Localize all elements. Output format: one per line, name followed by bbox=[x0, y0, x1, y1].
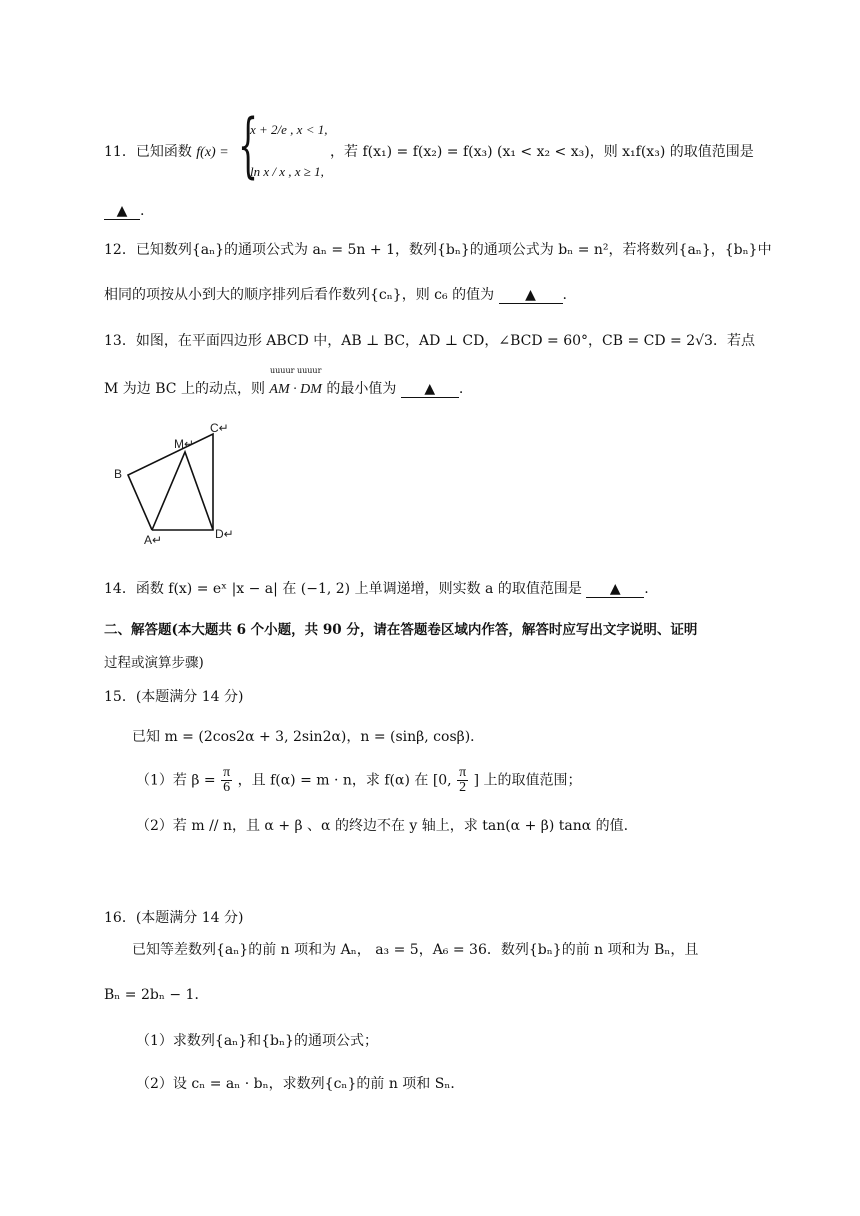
q16-part2: （2）设 cₙ = aₙ · bₙ，求数列{cₙ}的前 n 项和 Sₙ． bbox=[136, 1076, 465, 1092]
q14-line: 14．函数 f(x) = eˣ |x − a| 在 (−1, 2) 上单调递增，则实数 a 的取值范围是 ▲ . bbox=[104, 581, 649, 597]
q13-vector-expr: AM · DM bbox=[269, 382, 322, 397]
label-M: M↵ bbox=[174, 437, 195, 451]
q12-line1: 12．已知数列{aₙ}的通项公式为 aₙ = 5n + 1，数列{bₙ}的通项公式为 bₙ = n²，若将数列{aₙ}，{bₙ}中 bbox=[104, 242, 772, 258]
q11-piecewise bbox=[238, 104, 328, 194]
q11-answer: ▲ . bbox=[104, 200, 144, 222]
q11-condition: ，若 f(x₁) = f(x₂) = f(x₃) (x₁ < x₂ < x₃)，则 x₁f(x₃) 的取值范围是 bbox=[330, 144, 754, 160]
q12-line2: 相同的项按从小到大的顺序排列后看作数列{cₙ}，则 c₆ 的值为 ▲ . bbox=[104, 287, 567, 303]
fraction-pi-2: $\frac{\pi}{2}$ bbox=[459, 765, 467, 795]
q16-header: 16．(本题满分 14 分) bbox=[104, 910, 244, 926]
q15-header: 15．(本题满分 14 分) bbox=[104, 689, 244, 705]
q15-given: 已知 m = (2cos2α + 3, 2sin2α)，n = (sinβ, cosβ)． bbox=[132, 729, 485, 745]
q16-line1: 已知等差数列{aₙ}的前 n 项和为 Aₙ， a₃ = 5，A₆ = 36．数列{bₙ}的前 n 项和为 Bₙ，且 bbox=[132, 942, 699, 958]
q16-line2: Bₙ = 2bₙ − 1． bbox=[104, 987, 209, 1003]
answer-blank: ▲ bbox=[499, 287, 563, 304]
label-D: D↵ bbox=[215, 527, 234, 541]
label-B: B bbox=[114, 467, 123, 481]
q15-part2: （2）若 m // n，且 α + β 、α 的终边不在 y 轴上，求 tan(α + β) tanα 的值. bbox=[136, 818, 629, 834]
q13-quadrilateral-figure bbox=[110, 420, 250, 550]
q13-line1: 13．如图，在平面四边形 ABCD 中，AB ⊥ BC，AD ⊥ CD，∠BCD = 60°，CB = CD = 2√3．若点 bbox=[104, 333, 755, 349]
q15-part1: （1）若 β = $\frac{\pi}{6}$ ，且 f(α) = m · n，求 f(α) 在 [0, $\frac{\pi}{2}$ ] 上的取值范围； bbox=[136, 765, 582, 795]
label-C: C↵ bbox=[210, 421, 229, 435]
figure-triangle bbox=[152, 452, 213, 530]
answer-blank: ▲ bbox=[104, 203, 140, 220]
q11-fx-lhs: f(x) = bbox=[196, 145, 229, 160]
q11-case1: x + 2/e , x < 1, bbox=[250, 122, 328, 137]
section2-line2: 过程或演算步骤) bbox=[104, 655, 204, 671]
q11-prefix: 11．已知函数 f(x) = bbox=[104, 144, 229, 160]
brace-symbol: { bbox=[238, 104, 259, 186]
q13-line2: M 为边 BC 上的动点，则 AM · DM 的最小值为 ▲ . bbox=[104, 381, 464, 397]
q13-vector-marks: uuuur uuuur bbox=[270, 366, 322, 375]
figure-polygon bbox=[128, 434, 213, 530]
section2-line1: 二、解答题(本大题共 6 个小题，共 90 分，请在答题卷区域内作答，解答时应写出文字说明、证明 bbox=[104, 622, 698, 638]
answer-blank: ▲ bbox=[586, 581, 644, 598]
label-A: A↵ bbox=[144, 533, 163, 547]
answer-blank: ▲ bbox=[401, 381, 459, 398]
q11-case2: ln x / x , x ≥ 1, bbox=[250, 164, 324, 179]
fraction-pi-6: $\frac{\pi}{6}$ bbox=[223, 765, 231, 795]
q16-part1: （1）求数列{aₙ}和{bₙ}的通项公式； bbox=[136, 1033, 378, 1049]
